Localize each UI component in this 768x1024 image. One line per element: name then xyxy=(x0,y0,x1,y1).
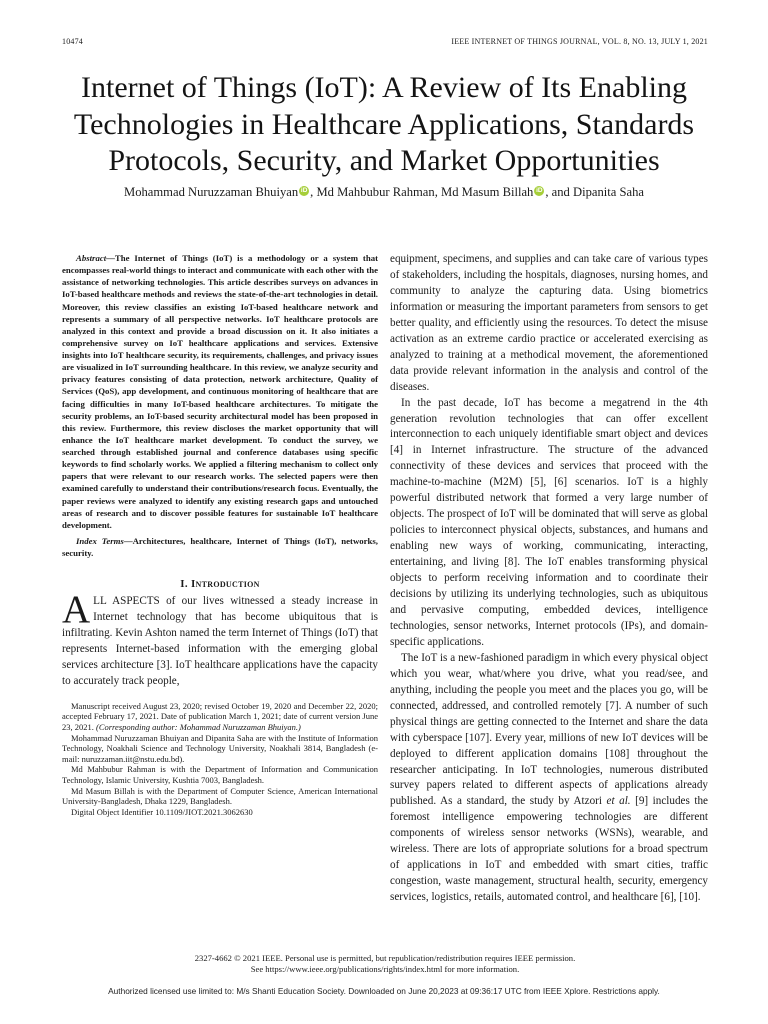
orcid-icon[interactable]: iD xyxy=(300,187,308,194)
index-terms xyxy=(62,535,378,559)
footnote-corresponding: (Corresponding author: Mohammad Nuruzzaman Bhuiyan.) xyxy=(96,722,301,733)
running-header xyxy=(62,37,708,49)
intro-paragraph xyxy=(62,588,378,690)
footnote-affiliation-1: Mohammad Nuruzzaman Bhuiyan and Dipanita Saha are with the Institute of Information Technology, Noakhali Science and Technology University, Noakhali 3814, Bangladesh (e-mail: nuruzzaman.iit@nstu.edu.bd). xyxy=(62,732,378,764)
footnote-dates: Manuscript received August 23, 2020; revised October 19, 2020 and December 22, 2020; accepted February 17, 2021. Date of publication March 1, 2021; date of current version June 23, 2021. xyxy=(62,700,378,733)
body-paragraph-1: equipment, specimens, and supplies and can take care of various types of stakeholders, including the hospitals, diagnoses, nursing homes, and community to analyze the capturing data. Using biometrics information or measuring the important parameters from sensors to get better quality, and efficiently using the resources. To detect the misuse activation as an extreme cardio practice or accelerated exercising as analyzed to training at a methodical movement, the aforementioned data provide relevant information in the analysis and control of the diseases. xyxy=(390,253,708,393)
author-rahman-billah: , Md Mahbubur Rahman, Md Masum Billah xyxy=(310,185,534,199)
journal-citation: IEEE INTERNET OF THINGS JOURNAL, VOL. 8, NO. 13, JULY 1, 2021 xyxy=(451,37,708,46)
abstract-label: Abstract xyxy=(76,253,107,263)
title-line-1: Internet of Things (IoT): A Review of Its Enabling xyxy=(81,71,687,104)
body-paragraph-3 xyxy=(390,651,708,906)
footnote-manuscript xyxy=(62,701,378,733)
title-line-3: Protocols, Security, and Market Opportunities xyxy=(108,144,660,177)
orcid-icon[interactable]: iD xyxy=(536,187,543,194)
et-al: et al. xyxy=(606,795,631,808)
copyright-line: 2327-4662 © 2021 IEEE. Personal use is permitted, but republication/redistribution requires IEEE permission. xyxy=(194,953,576,963)
license-footer: Authorized licensed use limited to: M/s Shanti Education Society. Downloaded on June 20,2023 at 09:36:17 UTC from IEEE Xplore. Restrictions apply. xyxy=(108,986,660,996)
intro-caps: LL ASPECTS xyxy=(93,595,160,608)
footnote-doi: Digital Object Identifier 10.1109/JIOT.2021.3062630 xyxy=(71,806,253,817)
body-paragraph-2: In the past decade, IoT has become a megatrend in the 4th generation revolution technologies that can offer excellent interconnection to each uniquely identifiable smart object and devices [4] in Internet infrastructure. The structure of the advanced connectivity of these devices and services that proceed with the machine-to-machine (M2M) [5], [6] scenarios. IoT is a highly powerful distributed network that formed a very large number of objects. The prospect of IoT will be dominated that will serve as global policies to interconnect physical objects, substances, and humans and enabling new ways of working, communicating, interacting, entertaining, and living [8]. The IoT enables transforming physical objects to perform receiving information and to coordinate their decisions by utilizing its underlying technologies, such as ubiquitous and pervasive computing, embedded devices, intelligence technologies, sensor networks, Internet protocols (IPs), and domain-specific applications. xyxy=(390,396,708,648)
abstract xyxy=(62,252,378,531)
footnote-affiliation-2: Md Mahbubur Rahman is with the Department of Information and Communication Technology, Islamic University, Kushtia 7003, Bangladesh. xyxy=(62,764,378,785)
index-terms-label: Index Terms xyxy=(76,535,124,546)
author-list xyxy=(40,184,728,200)
page-number: 10474 xyxy=(62,37,83,46)
abstract-text: —The Internet of Things (IoT) is a methodology or a system that encompasses real-world things to interact and communicate with each other with the assistance of networking technologies. This article describes surveys on advances in IoT-based healthcare methods and reviews the state-of-the-art technologies in detail. Moreover, this review classifies an existing IoT-based healthcare network and represents a summary of all perspective networks. IoT healthcare protocols are analyzed in this context and provide a broad discussion on it. It also initiates a comprehensive survey on IoT healthcare applications and services. Extensive insights into IoT healthcare security, its requirements, challenges, and privacy issues are visualized in IoT surrounding healthcare. In this review, we analyze security and privacy features consisting of data protection, network architecture, Quality of Services (QoS), app development, and continuous monitoring of healthcare that are facing difficulties in many IoT-based healthcare architectures. To mitigate the security problems, an IoT-based security architectural model has been proposed in this review. Furthermore, this review discloses the market opportunity that will enhance the IoT healthcare market development. To conduct the survey, we searched through established journal and conference databases using specific keywords to find scholarly works. We applied a filtering mechanism to collect only papers that were relevant to our research works. The selected papers were then examined carefully to understand their contributions/research focus. Eventually, the paper reviews were analyzed to identify any existing research gaps and untouched areas of research and to discover possible features for sustainable IoT healthcare development. xyxy=(62,253,378,530)
footnote-affiliation-3: Md Masum Billah is with the Department of Computer Science, American International University-Bangladesh, Dhaka 1229, Bangladesh. xyxy=(62,785,378,807)
footnotes xyxy=(62,701,378,818)
rights-url-line: See https://www.ieee.org/publications/rights/index.html for more information. xyxy=(250,964,520,974)
body-paragraph-3-text: The IoT is a new-fashioned paradigm in which every physical object which you wear, what/where you drive, what you read/see, and anything, including the people you meet and the places you go, will be connected, addressed, and controlled remotely [7]. A number of such physical things are getting connected to the Internet and share the data with cyberspace [107]. Every year, millions of new IoT devices will be deployed to different application domains [108] throughout the researcher anticipating. In IoT technologies, numerous distributed survey papers related to different aspects of applications already published. As a standard, the study by Atzori xyxy=(390,651,708,808)
intro-text: of our lives witnessed a steady increase in Internet technology that has become ubiquitous that is infiltrating. Kevin Ashton named the term Internet of Things (IoT) that represents Internet-based information with the emerging global services architecture [3]. IoT healthcare applications have the capacity to accurately track people, xyxy=(62,595,378,687)
paper-title xyxy=(40,70,728,180)
author-bhuiyan: Mohammad Nuruzzaman Bhuiyan xyxy=(124,185,299,199)
author-saha: , and Dipanita Saha xyxy=(545,185,644,199)
left-column xyxy=(62,252,378,817)
drop-cap: A xyxy=(62,588,91,632)
index-terms-text: —Architectures, healthcare, Internet of Things (IoT), networks, security. xyxy=(62,535,378,558)
right-column xyxy=(390,252,708,906)
section-title: Introduction xyxy=(190,578,260,591)
section-number: I. xyxy=(180,578,191,591)
section-heading-introduction xyxy=(62,577,378,591)
title-line-2: Technologies in Healthcare Applications, Standards xyxy=(73,107,695,141)
body-paragraph-3-text-cont: [9] includes the foremost intelligence empowering technologies are different components of wireless sensor networks (WSNs), wearable, and wireless. There are lots of appropriate solutions for a broad spectrum of applications in IoT and embedded with smart cities, traffic congestion, waste management, structural health, security, emergency services, logistics, retails, automated control, and healthcare [6], [10]. xyxy=(390,795,708,904)
copyright-notice xyxy=(62,953,708,975)
